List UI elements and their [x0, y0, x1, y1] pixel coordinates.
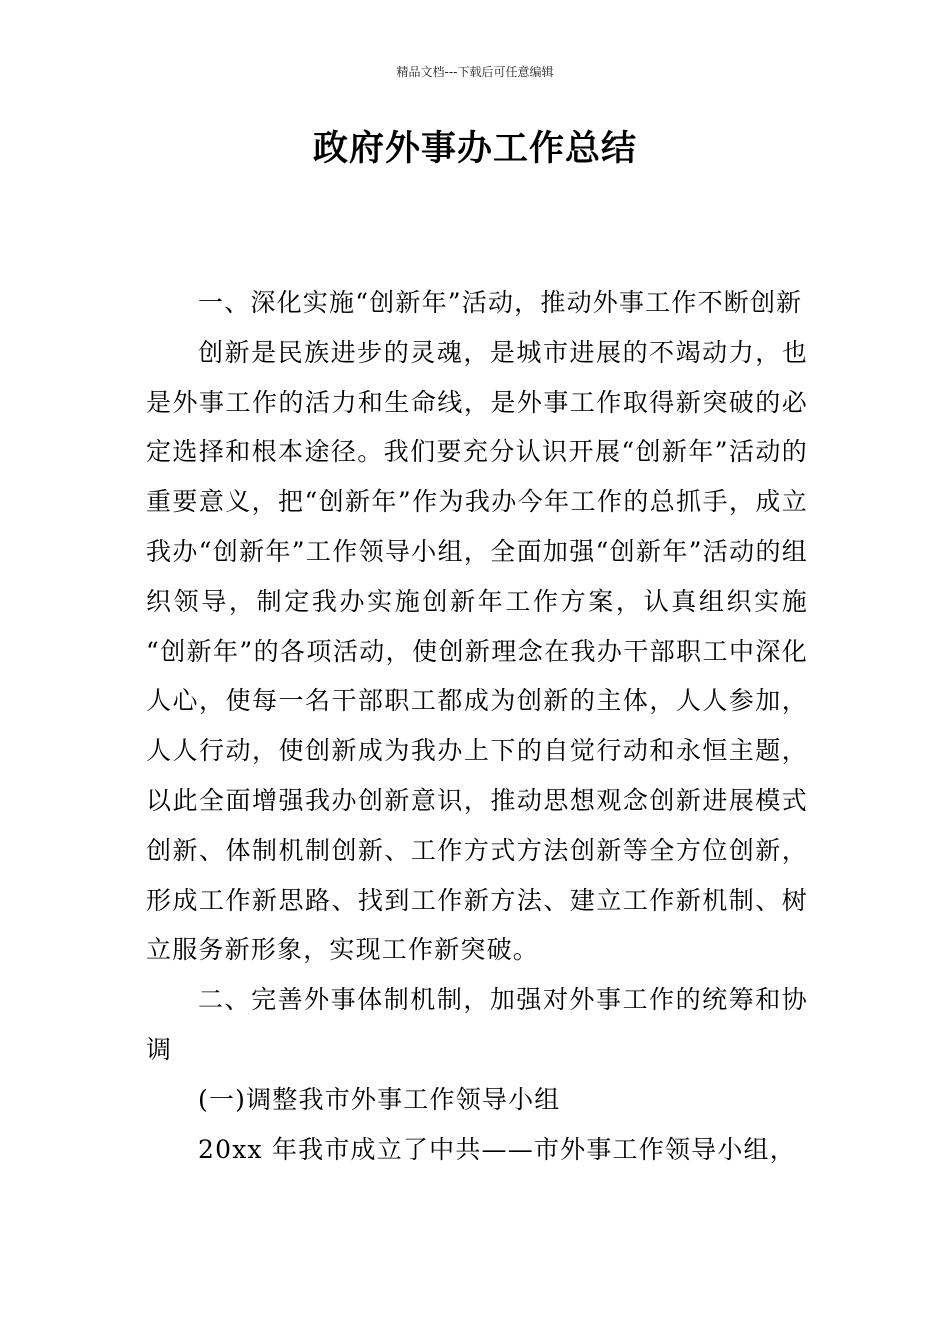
document-body [146, 278, 808, 1174]
section-heading-1: 一、深化实施“创新年”活动，推动外事工作不断创新 [198, 288, 803, 317]
body-paragraph-1: 创新是民族进步的灵魂，是城市进展的不竭动力，也是外事工作的活力和生命线，是外事工作取得新突破的必定选择和根本途径。我们要充分认识开展“创新年”活动的重要意义，把“创新年”作为我办今年工作的总抓手，成立我办“创新年”工作领导小组，全面加强“创新年”活动的组织领导，制定我办实施创新年工作方案，认真组织实施 “创新年”的各项活动，使创新理念在我办干部职工中深化人心，使每一名干部职工都成为创新的主体，人人参加，人人行动，使创新成为我办上下的自觉行动和永恒主题，以此全面增强我办创新意识，推动思想观念创新进展模式创新、体制机制创新、工作方式方法创新等全方位创新，形成工作新思路、找到工作新方法、建立工作新机制、树立服务新形象，实现工作新突破。 [146, 337, 808, 965]
page-title: 政府外事办工作总结 [312, 129, 637, 169]
section-heading-2: 二、完善外事体制机制，加强对外事工作的统筹和协调 [146, 985, 808, 1064]
body-paragraph-2: 20xx 年我市成立了中共——市外事工作领导小组， [198, 1134, 796, 1164]
subsection-heading-1: (一)调整我市外事工作领导小组 [198, 1084, 561, 1114]
header-note: 精品文档---下载后可任意编辑 [396, 65, 554, 79]
